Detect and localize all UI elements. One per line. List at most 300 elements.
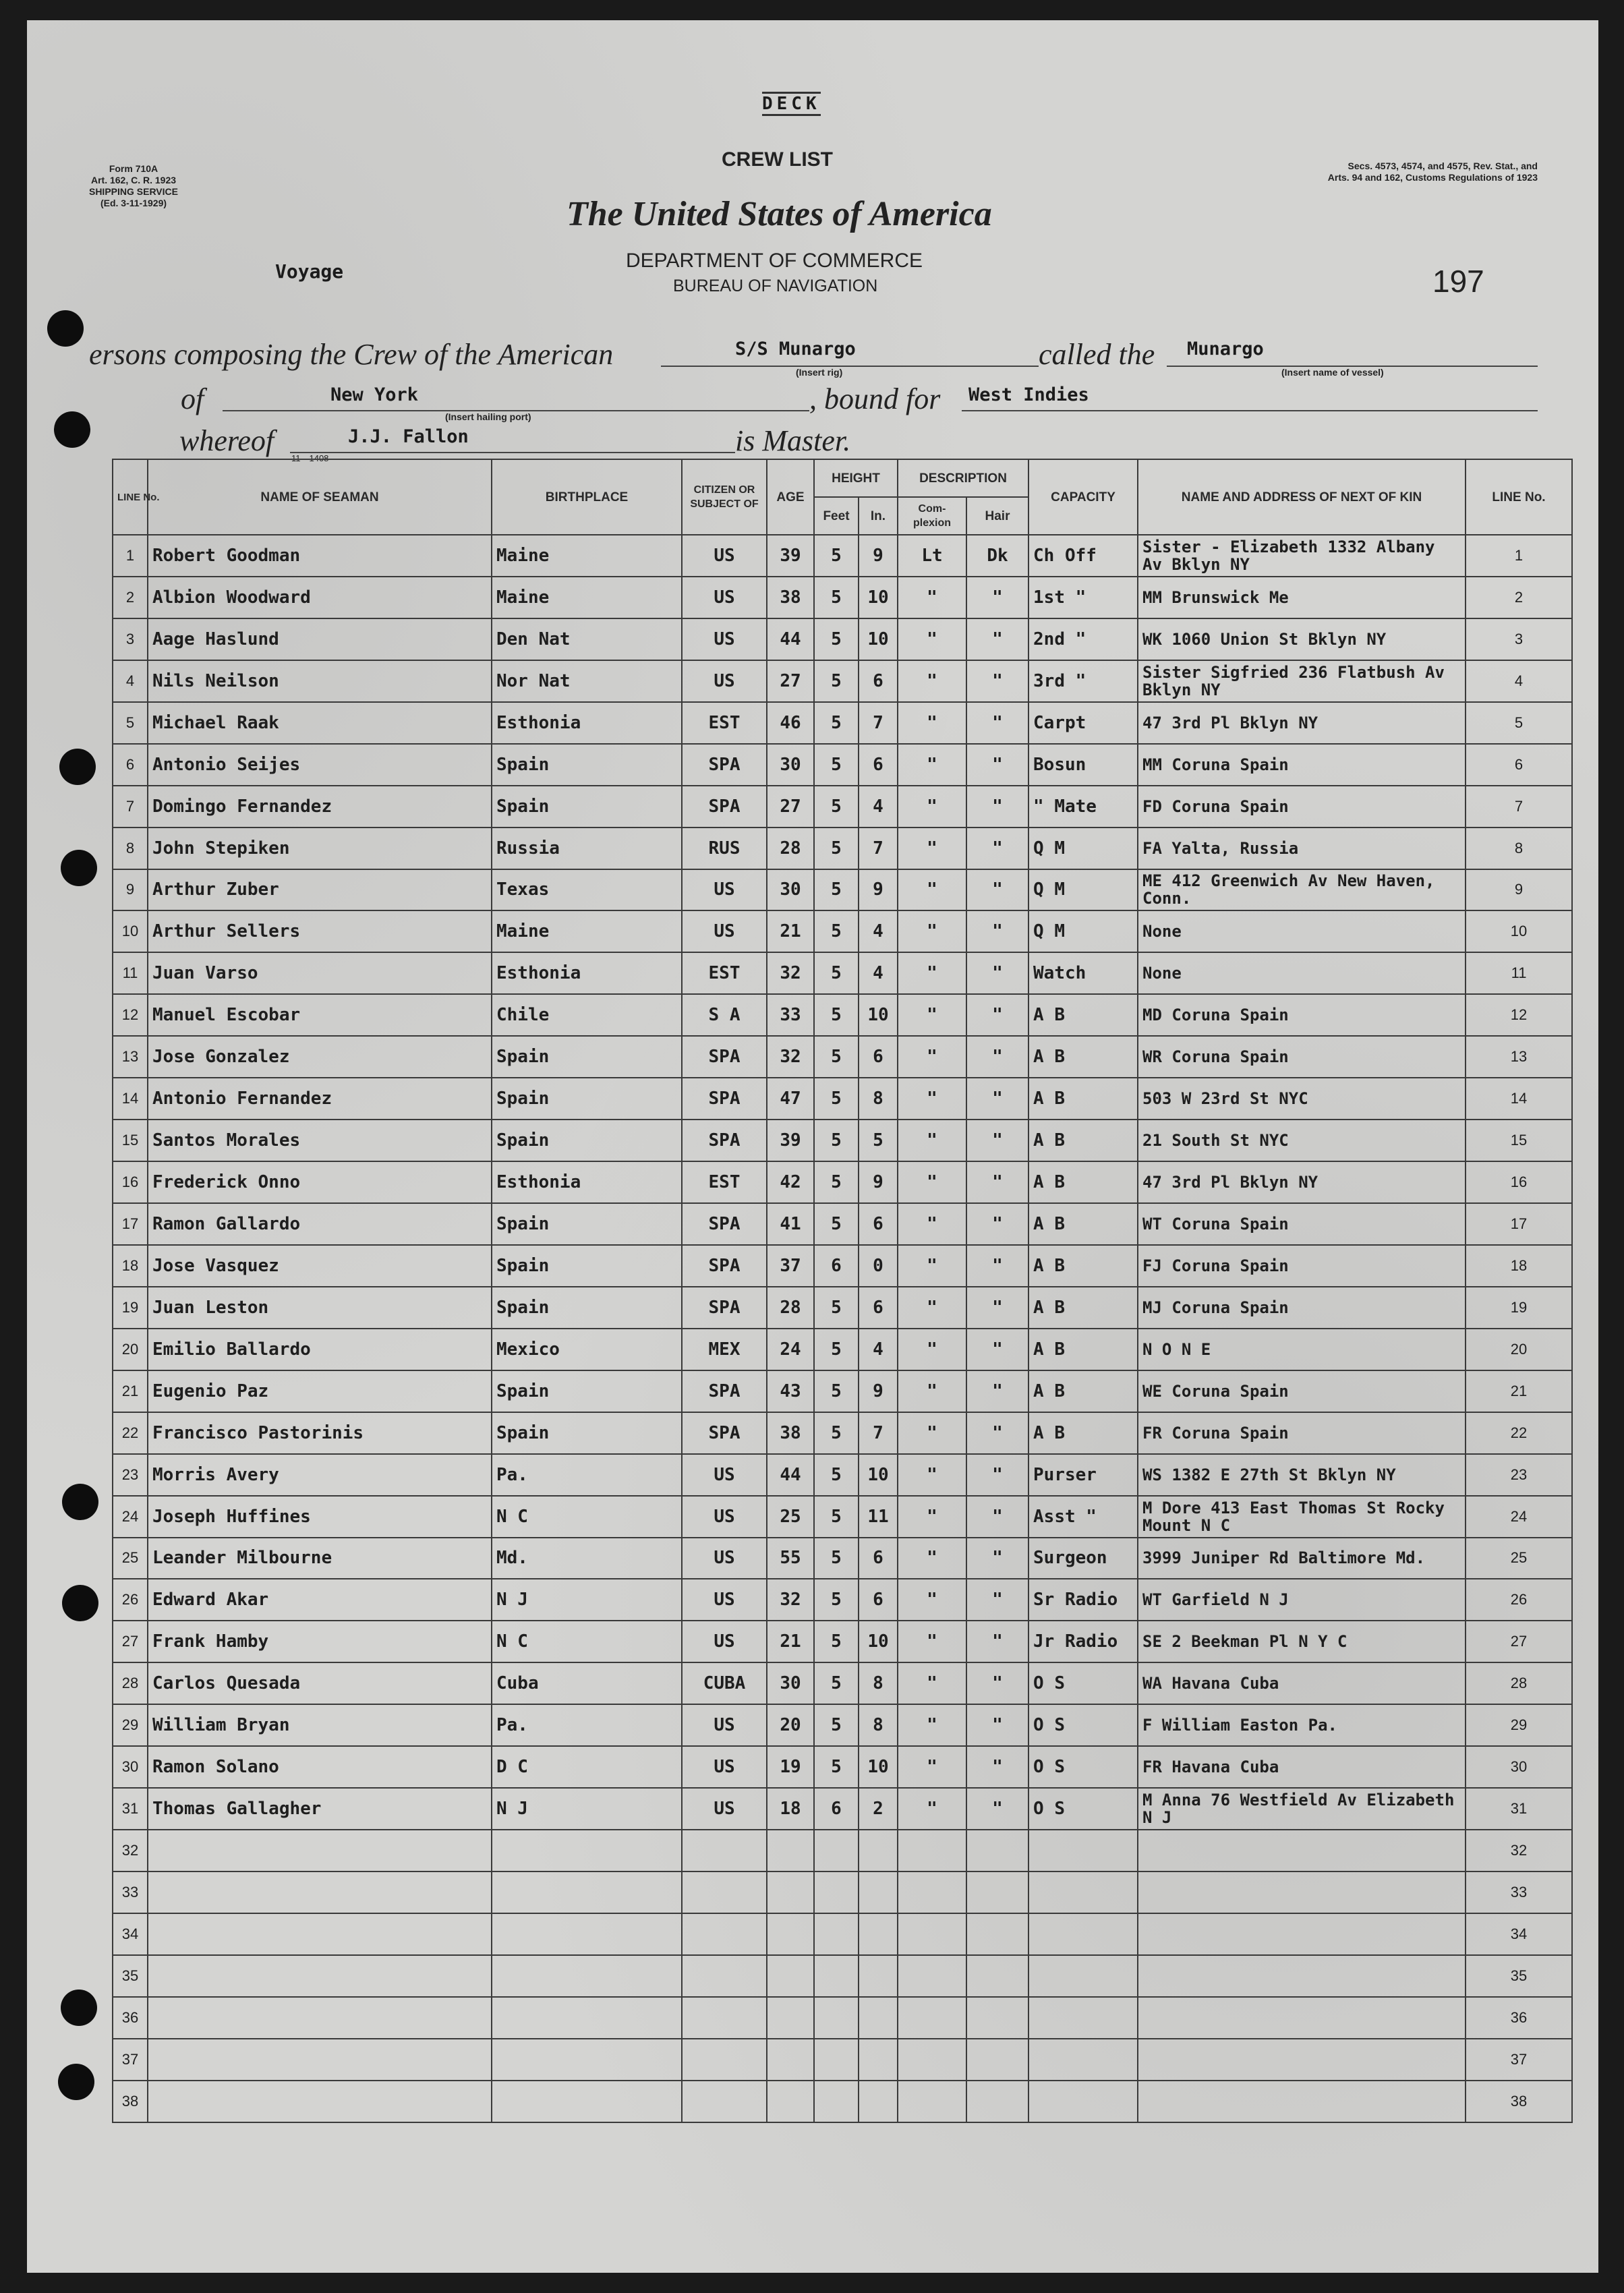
capacity-cell: A B bbox=[1028, 1203, 1138, 1245]
hair-cell: " bbox=[966, 869, 1028, 911]
height-feet-cell: 5 bbox=[814, 1746, 859, 1788]
next-of-kin-cell bbox=[1138, 2039, 1466, 2081]
complexion-cell: " bbox=[898, 1579, 966, 1621]
bound-for-label: , bound for bbox=[809, 382, 941, 415]
birthplace-cell: Den Nat bbox=[492, 618, 682, 660]
height-inches-cell: 2 bbox=[859, 1788, 898, 1830]
table-row bbox=[113, 1871, 1572, 1913]
capacity-cell: O S bbox=[1028, 1662, 1138, 1704]
hair-cell: " bbox=[966, 702, 1028, 744]
citizenship-cell: US bbox=[682, 660, 767, 702]
next-of-kin-cell: 21 South St NYC bbox=[1138, 1120, 1466, 1161]
next-of-kin-cell bbox=[1138, 1997, 1466, 2039]
destination-underline bbox=[962, 410, 1538, 411]
height-inches-cell bbox=[859, 1871, 898, 1913]
destination-value: West Indies bbox=[968, 384, 1089, 405]
table-row bbox=[113, 1830, 1572, 1871]
complexion-cell bbox=[898, 2081, 966, 2122]
birthplace-cell: Maine bbox=[492, 577, 682, 618]
line-number-right-cell: 21 bbox=[1466, 1370, 1572, 1412]
line-number-cell: 11 bbox=[113, 952, 148, 994]
capacity-cell: " Mate bbox=[1028, 786, 1138, 828]
height-feet-cell: 5 bbox=[814, 1662, 859, 1704]
line-number-cell: 17 bbox=[113, 1203, 148, 1245]
age-cell: 30 bbox=[767, 869, 814, 911]
complexion-cell bbox=[898, 1913, 966, 1955]
line-number-cell: 1 bbox=[113, 535, 148, 577]
birthplace-cell: Spain bbox=[492, 1412, 682, 1454]
seaman-name-cell bbox=[148, 2081, 492, 2122]
country-heading: The United States of America bbox=[567, 195, 992, 233]
col-line-header: LINE No. bbox=[113, 459, 148, 535]
seaman-name-cell: Edward Akar bbox=[148, 1579, 492, 1621]
complexion-cell: " bbox=[898, 1788, 966, 1830]
table-row bbox=[113, 660, 1572, 702]
port-hint: (Insert hailing port) bbox=[445, 411, 531, 422]
citizenship-cell bbox=[682, 1997, 767, 2039]
line-number-right-cell: 30 bbox=[1466, 1746, 1572, 1788]
line-number-right-cell: 15 bbox=[1466, 1120, 1572, 1161]
birthplace-cell: Spain bbox=[492, 786, 682, 828]
next-of-kin-cell: N O N E bbox=[1138, 1329, 1466, 1370]
height-feet-cell: 5 bbox=[814, 1538, 859, 1579]
capacity-cell bbox=[1028, 1955, 1138, 1997]
height-inches-cell: 9 bbox=[859, 1370, 898, 1412]
hair-cell: " bbox=[966, 1412, 1028, 1454]
line-number-right-cell: 25 bbox=[1466, 1538, 1572, 1579]
age-cell bbox=[767, 1997, 814, 2039]
line-number-cell: 26 bbox=[113, 1579, 148, 1621]
birthplace-cell: Esthonia bbox=[492, 1161, 682, 1203]
citizenship-cell bbox=[682, 1830, 767, 1871]
table-row bbox=[113, 1955, 1572, 1997]
line-number-cell: 7 bbox=[113, 786, 148, 828]
birthplace-cell: Spain bbox=[492, 1203, 682, 1245]
next-of-kin-cell bbox=[1138, 1830, 1466, 1871]
col-complexion-header: Com-plexion bbox=[898, 497, 966, 535]
height-feet-cell: 5 bbox=[814, 1078, 859, 1120]
hair-cell: " bbox=[966, 1329, 1028, 1370]
age-cell: 55 bbox=[767, 1538, 814, 1579]
seaman-name-cell: Arthur Sellers bbox=[148, 910, 492, 952]
citizenship-cell: US bbox=[682, 618, 767, 660]
age-cell: 38 bbox=[767, 577, 814, 618]
complexion-cell bbox=[898, 1955, 966, 1997]
next-of-kin-cell: Sister Sigfried 236 Flatbush Av Bklyn NY bbox=[1138, 660, 1466, 702]
height-feet-cell: 5 bbox=[814, 869, 859, 911]
next-of-kin-cell: FJ Coruna Spain bbox=[1138, 1245, 1466, 1287]
height-inches-cell: 8 bbox=[859, 1704, 898, 1746]
height-inches-cell: 10 bbox=[859, 618, 898, 660]
line-number-right-cell: 2 bbox=[1466, 577, 1572, 618]
seaman-name-cell: Ramon Gallardo bbox=[148, 1203, 492, 1245]
height-feet-cell bbox=[814, 1830, 859, 1871]
whereof-label: whereof bbox=[179, 424, 274, 457]
table-row bbox=[113, 1370, 1572, 1412]
next-of-kin-cell: 47 3rd Pl Bklyn NY bbox=[1138, 702, 1466, 744]
hair-cell bbox=[966, 1955, 1028, 1997]
seaman-name-cell: Domingo Fernandez bbox=[148, 786, 492, 828]
hair-cell: " bbox=[966, 1287, 1028, 1329]
height-feet-cell bbox=[814, 1913, 859, 1955]
table-row bbox=[113, 786, 1572, 828]
col-hair-header: Hair bbox=[966, 497, 1028, 535]
table-row bbox=[113, 1161, 1572, 1203]
line-number-right-cell: 23 bbox=[1466, 1454, 1572, 1496]
capacity-cell: A B bbox=[1028, 1412, 1138, 1454]
height-inches-cell: 7 bbox=[859, 828, 898, 869]
is-master-label: is Master. bbox=[735, 424, 851, 457]
line-number-cell: 12 bbox=[113, 994, 148, 1036]
table-row bbox=[113, 1788, 1572, 1830]
birthplace-cell: Chile bbox=[492, 994, 682, 1036]
complexion-cell: " bbox=[898, 1078, 966, 1120]
line-number-right-cell: 32 bbox=[1466, 1830, 1572, 1871]
capacity-cell: A B bbox=[1028, 1287, 1138, 1329]
citizenship-cell: SPA bbox=[682, 786, 767, 828]
complexion-cell: " bbox=[898, 1704, 966, 1746]
complexion-cell: Lt bbox=[898, 535, 966, 577]
height-inches-cell: 9 bbox=[859, 1161, 898, 1203]
height-feet-cell: 5 bbox=[814, 1454, 859, 1496]
hair-cell: " bbox=[966, 1788, 1028, 1830]
binder-hole bbox=[61, 850, 97, 886]
next-of-kin-cell: WT Coruna Spain bbox=[1138, 1203, 1466, 1245]
height-feet-cell bbox=[814, 2039, 859, 2081]
binder-hole bbox=[62, 1484, 98, 1520]
line-number-cell: 6 bbox=[113, 744, 148, 786]
hair-cell: " bbox=[966, 952, 1028, 994]
line-number-cell: 20 bbox=[113, 1329, 148, 1370]
line-number-cell: 16 bbox=[113, 1161, 148, 1203]
hair-cell: " bbox=[966, 1078, 1028, 1120]
port-value: New York bbox=[330, 384, 419, 405]
complexion-cell bbox=[898, 1830, 966, 1871]
table-row bbox=[113, 828, 1572, 869]
height-inches-cell: 10 bbox=[859, 1454, 898, 1496]
citizenship-cell: US bbox=[682, 535, 767, 577]
height-inches-cell: 6 bbox=[859, 1287, 898, 1329]
hair-cell bbox=[966, 2039, 1028, 2081]
height-feet-cell: 5 bbox=[814, 1329, 859, 1370]
birthplace-cell bbox=[492, 2039, 682, 2081]
master-code: 11—1408 bbox=[291, 453, 329, 463]
line-number-right-cell: 1 bbox=[1466, 535, 1572, 577]
height-inches-cell bbox=[859, 1997, 898, 2039]
capacity-cell: Q M bbox=[1028, 869, 1138, 911]
line-number-cell: 19 bbox=[113, 1287, 148, 1329]
table-row bbox=[113, 1245, 1572, 1287]
hair-cell: " bbox=[966, 1621, 1028, 1662]
hair-cell: " bbox=[966, 1120, 1028, 1161]
bureau-heading: BUREAU OF NAVIGATION bbox=[673, 277, 878, 295]
line-number-cell: 34 bbox=[113, 1913, 148, 1955]
height-inches-cell: 0 bbox=[859, 1245, 898, 1287]
complexion-cell: " bbox=[898, 952, 966, 994]
height-inches-cell: 6 bbox=[859, 660, 898, 702]
hair-cell: " bbox=[966, 1579, 1028, 1621]
line-number-right-cell: 22 bbox=[1466, 1412, 1572, 1454]
capacity-cell: 1st " bbox=[1028, 577, 1138, 618]
birthplace-cell: N C bbox=[492, 1621, 682, 1662]
height-feet-cell: 5 bbox=[814, 1496, 859, 1538]
capacity-cell: Q M bbox=[1028, 910, 1138, 952]
birthplace-cell: N J bbox=[492, 1579, 682, 1621]
height-feet-cell: 5 bbox=[814, 910, 859, 952]
form-info-line: Art. 162, C. R. 1923 bbox=[90, 175, 177, 185]
citizenship-cell: MEX bbox=[682, 1329, 767, 1370]
next-of-kin-cell: SE 2 Beekman Pl N Y C bbox=[1138, 1621, 1466, 1662]
line-number-cell: 22 bbox=[113, 1412, 148, 1454]
age-cell: 44 bbox=[767, 1454, 814, 1496]
citizenship-cell: US bbox=[682, 1538, 767, 1579]
age-cell: 41 bbox=[767, 1203, 814, 1245]
line-number-cell: 2 bbox=[113, 577, 148, 618]
birthplace-cell: Texas bbox=[492, 869, 682, 911]
height-feet-cell: 5 bbox=[814, 1579, 859, 1621]
table-row bbox=[113, 1120, 1572, 1161]
rig-hint: (Insert rig) bbox=[796, 367, 843, 378]
line-number-cell: 31 bbox=[113, 1788, 148, 1830]
line-number-right-cell: 29 bbox=[1466, 1704, 1572, 1746]
birthplace-cell: Spain bbox=[492, 1036, 682, 1078]
voyage-label: Voyage bbox=[275, 260, 344, 283]
table-row bbox=[113, 1621, 1572, 1662]
capacity-cell: Carpt bbox=[1028, 702, 1138, 744]
line-number-right-cell: 36 bbox=[1466, 1997, 1572, 2039]
height-inches-cell: 4 bbox=[859, 1329, 898, 1370]
capacity-cell bbox=[1028, 1871, 1138, 1913]
capacity-cell: A B bbox=[1028, 1036, 1138, 1078]
citizenship-cell: SPA bbox=[682, 1120, 767, 1161]
height-feet-cell bbox=[814, 1871, 859, 1913]
next-of-kin-cell: None bbox=[1138, 952, 1466, 994]
age-cell: 30 bbox=[767, 744, 814, 786]
complexion-cell bbox=[898, 2039, 966, 2081]
form-info-line: Form 710A bbox=[109, 163, 158, 174]
capacity-cell: A B bbox=[1028, 1329, 1138, 1370]
capacity-cell: A B bbox=[1028, 994, 1138, 1036]
line-number-right-cell: 5 bbox=[1466, 702, 1572, 744]
age-cell: 42 bbox=[767, 1161, 814, 1203]
col-capacity-header: CAPACITY bbox=[1028, 459, 1138, 535]
binder-hole bbox=[58, 2064, 94, 2100]
next-of-kin-cell bbox=[1138, 1913, 1466, 1955]
line-number-right-cell: 28 bbox=[1466, 1662, 1572, 1704]
capacity-cell bbox=[1028, 1997, 1138, 2039]
citizenship-cell: US bbox=[682, 1454, 767, 1496]
line-number-cell: 29 bbox=[113, 1704, 148, 1746]
age-cell: 32 bbox=[767, 952, 814, 994]
height-inches-cell: 10 bbox=[859, 1746, 898, 1788]
age-cell: 20 bbox=[767, 1704, 814, 1746]
seaman-name-cell bbox=[148, 1955, 492, 1997]
col-feet-header: Feet bbox=[814, 497, 859, 535]
hair-cell: " bbox=[966, 786, 1028, 828]
table-row bbox=[113, 1496, 1572, 1538]
age-cell: 47 bbox=[767, 1078, 814, 1120]
birthplace-cell: Md. bbox=[492, 1538, 682, 1579]
seaman-name-cell: William Bryan bbox=[148, 1704, 492, 1746]
rig-value: S/S Munargo bbox=[735, 339, 856, 359]
height-feet-cell: 5 bbox=[814, 1203, 859, 1245]
height-inches-cell: 5 bbox=[859, 1120, 898, 1161]
next-of-kin-cell: 503 W 23rd St NYC bbox=[1138, 1078, 1466, 1120]
birthplace-cell bbox=[492, 1830, 682, 1871]
hair-cell: " bbox=[966, 1704, 1028, 1746]
line-number-cell: 24 bbox=[113, 1496, 148, 1538]
seaman-name-cell: Eugenio Paz bbox=[148, 1370, 492, 1412]
complexion-cell: " bbox=[898, 1120, 966, 1161]
height-feet-cell: 5 bbox=[814, 994, 859, 1036]
complexion-cell: " bbox=[898, 744, 966, 786]
height-inches-cell bbox=[859, 1955, 898, 1997]
age-cell: 25 bbox=[767, 1496, 814, 1538]
capacity-cell bbox=[1028, 1913, 1138, 1955]
capacity-cell: 2nd " bbox=[1028, 618, 1138, 660]
birthplace-cell: Pa. bbox=[492, 1704, 682, 1746]
next-of-kin-cell: F William Easton Pa. bbox=[1138, 1704, 1466, 1746]
line-number-right-cell: 16 bbox=[1466, 1161, 1572, 1203]
birthplace-cell: Pa. bbox=[492, 1454, 682, 1496]
seaman-name-cell bbox=[148, 1997, 492, 2039]
citizenship-cell: US bbox=[682, 910, 767, 952]
vessel-hint: (Insert name of vessel) bbox=[1281, 367, 1384, 378]
birthplace-cell: N J bbox=[492, 1788, 682, 1830]
form-info-line: SHIPPING SERVICE bbox=[88, 186, 178, 197]
height-feet-cell: 5 bbox=[814, 702, 859, 744]
citizenship-cell: US bbox=[682, 1746, 767, 1788]
table-row bbox=[113, 1036, 1572, 1078]
seaman-name-cell: Carlos Quesada bbox=[148, 1662, 492, 1704]
citizenship-cell: CUBA bbox=[682, 1662, 767, 1704]
col-citizen-header: CITIZEN OR SUBJECT OF bbox=[682, 459, 767, 535]
capacity-cell bbox=[1028, 1830, 1138, 1871]
seaman-name-cell: Thomas Gallagher bbox=[148, 1788, 492, 1830]
table-row bbox=[113, 869, 1572, 911]
table-row bbox=[113, 1454, 1572, 1496]
hair-cell: " bbox=[966, 994, 1028, 1036]
seaman-name-cell: Santos Morales bbox=[148, 1120, 492, 1161]
height-inches-cell: 9 bbox=[859, 869, 898, 911]
birthplace-cell: Nor Nat bbox=[492, 660, 682, 702]
capacity-cell bbox=[1028, 2039, 1138, 2081]
hair-cell bbox=[966, 1871, 1028, 1913]
line-number-right-cell: 11 bbox=[1466, 952, 1572, 994]
complexion-cell: " bbox=[898, 1746, 966, 1788]
citizenship-cell: SPA bbox=[682, 1245, 767, 1287]
called-the-label: called the bbox=[1039, 338, 1155, 371]
capacity-cell bbox=[1028, 2081, 1138, 2122]
hair-cell: " bbox=[966, 744, 1028, 786]
hair-cell: " bbox=[966, 1538, 1028, 1579]
next-of-kin-cell: MD Coruna Spain bbox=[1138, 994, 1466, 1036]
capacity-cell: Asst " bbox=[1028, 1496, 1138, 1538]
citizenship-cell: EST bbox=[682, 952, 767, 994]
age-cell: 30 bbox=[767, 1662, 814, 1704]
complexion-cell bbox=[898, 1871, 966, 1913]
capacity-cell: O S bbox=[1028, 1704, 1138, 1746]
capacity-cell: A B bbox=[1028, 1078, 1138, 1120]
birthplace-cell: Spain bbox=[492, 1245, 682, 1287]
line-number-right-cell: 34 bbox=[1466, 1913, 1572, 1955]
table-row bbox=[113, 1997, 1572, 2039]
hair-cell: " bbox=[966, 1245, 1028, 1287]
seaman-name-cell: Arthur Zuber bbox=[148, 869, 492, 911]
height-inches-cell: 6 bbox=[859, 1538, 898, 1579]
height-inches-cell: 4 bbox=[859, 910, 898, 952]
height-feet-cell: 5 bbox=[814, 1704, 859, 1746]
line-number-cell: 9 bbox=[113, 869, 148, 911]
capacity-cell: A B bbox=[1028, 1370, 1138, 1412]
line-number-cell: 18 bbox=[113, 1245, 148, 1287]
complexion-cell: " bbox=[898, 1496, 966, 1538]
citizenship-cell: EST bbox=[682, 1161, 767, 1203]
next-of-kin-cell: WE Coruna Spain bbox=[1138, 1370, 1466, 1412]
complexion-cell: " bbox=[898, 1203, 966, 1245]
age-cell bbox=[767, 1955, 814, 1997]
height-feet-cell: 5 bbox=[814, 660, 859, 702]
line-number-right-cell: 9 bbox=[1466, 869, 1572, 911]
line-number-cell: 25 bbox=[113, 1538, 148, 1579]
line-number-right-cell: 31 bbox=[1466, 1788, 1572, 1830]
complexion-cell: " bbox=[898, 869, 966, 911]
height-feet-cell: 5 bbox=[814, 1036, 859, 1078]
complexion-cell: " bbox=[898, 910, 966, 952]
line-number-right-cell: 14 bbox=[1466, 1078, 1572, 1120]
birthplace-cell bbox=[492, 1871, 682, 1913]
complexion-cell: " bbox=[898, 577, 966, 618]
birthplace-cell: Maine bbox=[492, 535, 682, 577]
next-of-kin-cell: MM Brunswick Me bbox=[1138, 577, 1466, 618]
next-of-kin-cell: M Dore 413 East Thomas St Rocky Mount N C bbox=[1138, 1496, 1466, 1538]
height-feet-cell bbox=[814, 1955, 859, 1997]
line-number-right-cell: 38 bbox=[1466, 2081, 1572, 2122]
seaman-name-cell: Michael Raak bbox=[148, 702, 492, 744]
birthplace-cell: Russia bbox=[492, 828, 682, 869]
complexion-cell: " bbox=[898, 1621, 966, 1662]
capacity-cell: Jr Radio bbox=[1028, 1621, 1138, 1662]
table-row bbox=[113, 1287, 1572, 1329]
next-of-kin-cell: 47 3rd Pl Bklyn NY bbox=[1138, 1161, 1466, 1203]
line-number-right-cell: 4 bbox=[1466, 660, 1572, 702]
birthplace-cell: Spain bbox=[492, 744, 682, 786]
seaman-name-cell bbox=[148, 2039, 492, 2081]
line-number-cell: 28 bbox=[113, 1662, 148, 1704]
line-number-cell: 13 bbox=[113, 1036, 148, 1078]
height-inches-cell: 4 bbox=[859, 952, 898, 994]
complexion-cell: " bbox=[898, 702, 966, 744]
col-height-header: HEIGHT bbox=[814, 459, 898, 497]
height-feet-cell: 6 bbox=[814, 1788, 859, 1830]
col-line-right-header: LINE No. bbox=[1466, 459, 1572, 535]
age-cell: 32 bbox=[767, 1036, 814, 1078]
birthplace-cell bbox=[492, 1955, 682, 1997]
height-inches-cell bbox=[859, 2039, 898, 2081]
citizenship-cell: SPA bbox=[682, 1203, 767, 1245]
height-feet-cell: 5 bbox=[814, 786, 859, 828]
form-info-line: (Ed. 3-11-1929) bbox=[100, 198, 167, 208]
birthplace-cell: D C bbox=[492, 1746, 682, 1788]
table-row bbox=[113, 994, 1572, 1036]
crew-intro-label: ersons composing the Crew of the American bbox=[89, 338, 614, 371]
complexion-cell: " bbox=[898, 1036, 966, 1078]
height-feet-cell bbox=[814, 2081, 859, 2122]
line-number-right-cell: 13 bbox=[1466, 1036, 1572, 1078]
capacity-cell: Bosun bbox=[1028, 744, 1138, 786]
capacity-cell: A B bbox=[1028, 1245, 1138, 1287]
seaman-name-cell: Joseph Huffines bbox=[148, 1496, 492, 1538]
